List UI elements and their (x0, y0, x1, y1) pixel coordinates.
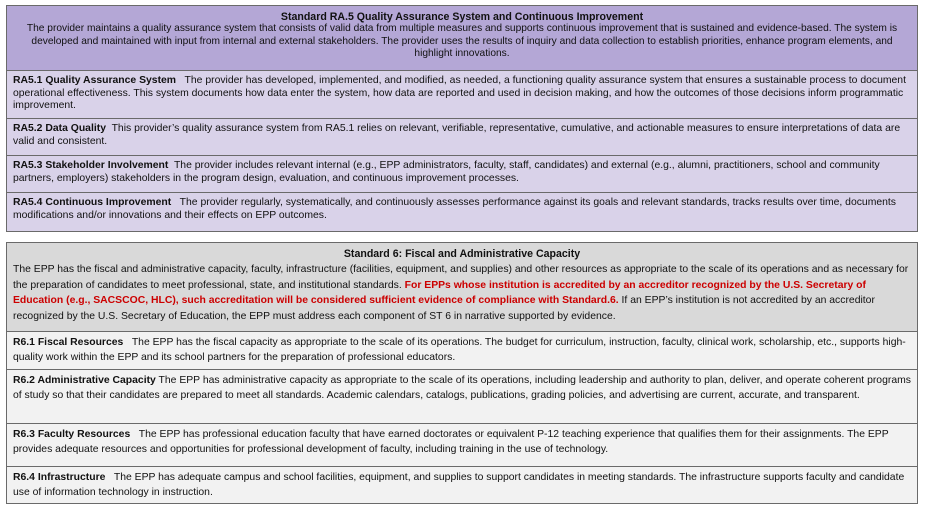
r6-1-text: The EPP has the fiscal capacity as appropriate to the scale of its operations. The budget for curriculum, instruction, faculty, clinical work, scholarship, etc., supports high-quality work within the EPP and its school partners for the preparation of professional educators. (13, 337, 906, 364)
ra5-2-text: This provider’s quality assurance system from RA5.1 relies on relevant, verifiable, representative, cumulative, and actionable measures to ensure interpretations of data are valid and consistent. (13, 123, 901, 147)
r6-1-term: R6.1 Fiscal Resources (13, 337, 124, 348)
r6-1-row (7, 331, 917, 369)
r6-4-text: The EPP has adequate campus and school facilities, equipment, and supplies to support candidates in meeting standards. The infrastructure supports faculty and candidate use of information technology in instruction. (13, 472, 905, 499)
r6-4-row (7, 466, 917, 503)
ra5-4-term: RA5.4 Continuous Improvement (13, 197, 172, 208)
ra5-1-term: RA5.1 Quality Assurance System (13, 75, 177, 86)
ra5-4-row (7, 192, 917, 231)
st6-title: Standard 6: Fiscal and Administrative Capacity (343, 248, 581, 260)
ra5-title: Standard RA.5 Quality Assurance System and Continuous Improvement (280, 11, 644, 23)
ra5-header (7, 6, 917, 70)
st6-description-text: The EPP has the fiscal and administrative capacity, faculty, infrastructure (facilities, equipment, and supplies) and other resources as appropriate to the scale of its operations and as necessary for the preparation of candidates to meet professional, state, and institutional standards. (13, 264, 909, 291)
ra5-2-row (7, 118, 917, 155)
st6-description (13, 262, 911, 324)
r6-3-row (7, 423, 917, 466)
r6-3-text: The EPP has professional education faculty that have earned doctorates or equivalent P-12 teaching experience that qualifies them for their assignments. The EPP provides adequate resources and opportunities for professional development of faculty, including training in the use of technology. (13, 429, 889, 456)
ra5-1-text: The provider has developed, implemented, and modified, as needed, a functioning quality assurance system that ensures a sustainable process to document operational effectiveness. This system documents how data enter the system, how data are reported and used in decision making, and how the outcomes of those decisions inform programmatic improvement. (13, 75, 906, 112)
st6-accreditation-note: For EPPs whose institution is accredited by an accreditor recognized by the U.S. Secretary of Education (e.g., SACSCOC, HLC), such accreditation will be considered sufficient evidence of compliance with Standard.6. (13, 279, 866, 307)
r6-2-term: R6.2 Administrative Capacity (13, 375, 156, 386)
st6-header (7, 243, 917, 331)
ra5-4-text: The provider regularly, systematically, and continuously assesses performance against its goals and relevant standards, tracks results over time, documents modifications and/or innovations and their effects on EPP outcomes. (13, 197, 896, 221)
ra5-3-text: The provider includes relevant internal (e.g., EPP administrators, faculty, staff, candidates) and external (e.g., alumni, practitioners, school and community partners, employers) stakeholders in the program design, evaluation, and continuous improvement processes. (13, 160, 880, 184)
ra5-2-term: RA5.2 Data Quality (13, 123, 106, 134)
ra5-3-term: RA5.3 Stakeholder Involvement (13, 160, 169, 171)
r6-3-term: R6.3 Faculty Resources (13, 429, 131, 440)
ra5-1-row (7, 70, 917, 118)
ra5-3-row (7, 155, 917, 192)
ra5-description: The provider maintains a quality assurance system that consists of valid data from multiple measures and supports continuous improvement that is sustained and evidence-based. The system is developed and maintained with input from internal and external stakeholders. The provider uses the results of inquiry and data collection to establish priorities, enhance program elements, and highlight innovations. (26, 23, 898, 60)
r6-2-row (7, 369, 917, 423)
st6-description-text-after: If an EPP’s institution is not accredited by an accreditor recognized by the U.S. Secretary of Education, the EPP must address each component of ST 6 in narrative supported by evidence. (13, 295, 875, 322)
r6-4-term: R6.4 Infrastructure (13, 472, 106, 483)
standard-ra5-table (6, 5, 918, 232)
standard-6-table (6, 242, 918, 504)
r6-2-text: The EPP has administrative capacity as appropriate to the scale of its operations, including leadership and authority to plan, deliver, and operate coherent programs of study so that their candidates are prepared to meet all standards. Academic calendars, catalogs, publications, grading policies, and advertising are current, accurate, and transparent. (13, 375, 911, 402)
